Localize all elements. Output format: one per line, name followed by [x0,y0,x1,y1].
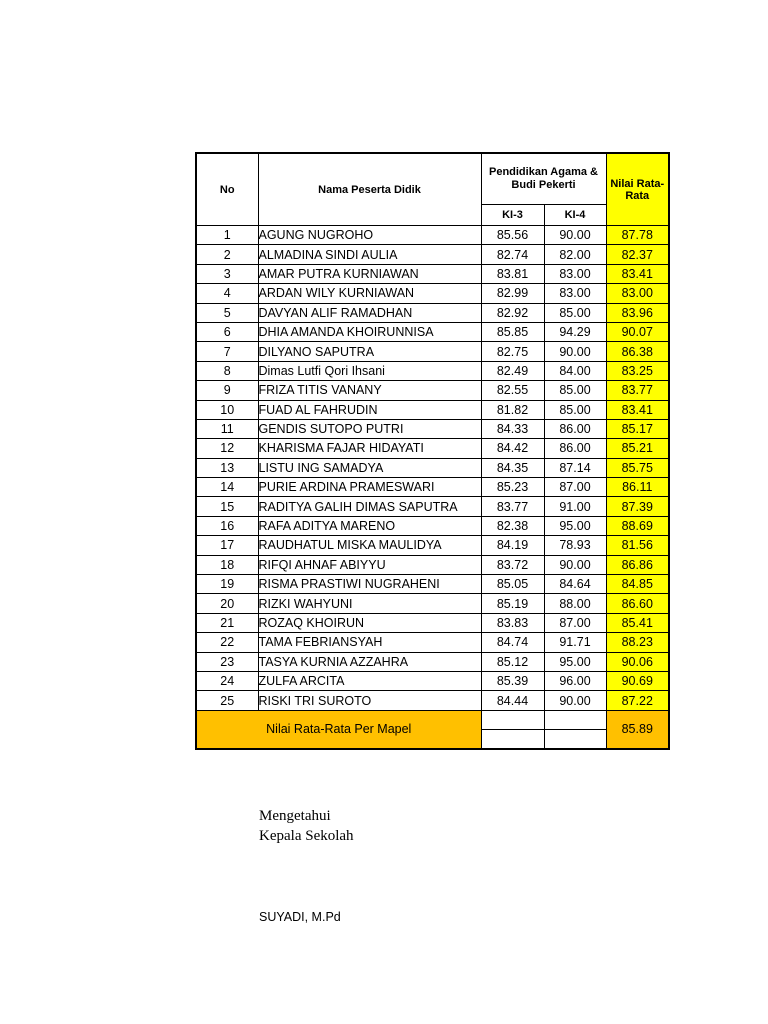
row-average: 90.06 [606,652,669,671]
row-average: 83.77 [606,381,669,400]
row-ki4: 83.00 [544,264,606,283]
row-name: GENDIS SUTOPO PUTRI [258,419,481,438]
row-ki3: 82.55 [481,381,544,400]
principal-name: SUYADI, M.Pd [259,910,341,924]
row-ki3: 85.23 [481,478,544,497]
row-average: 86.38 [606,342,669,361]
row-ki3: 81.82 [481,400,544,419]
row-no: 22 [196,633,258,652]
row-ki3: 82.74 [481,245,544,264]
row-ki4: 95.00 [544,652,606,671]
row-ki3: 85.12 [481,652,544,671]
footer-ki4-blank [544,710,606,729]
row-average: 83.41 [606,264,669,283]
table-row [196,342,669,361]
row-no: 15 [196,497,258,516]
row-no: 4 [196,284,258,303]
row-ki3: 84.42 [481,439,544,458]
row-ki3: 84.74 [481,633,544,652]
row-average: 83.25 [606,361,669,380]
header-average: Nilai Rata-Rata [606,153,669,226]
row-ki3: 83.77 [481,497,544,516]
row-name: Dimas Lutfi Qori Ihsani [258,361,481,380]
row-ki3: 82.75 [481,342,544,361]
row-ki4: 83.00 [544,284,606,303]
row-ki3: 84.35 [481,458,544,477]
row-ki4: 87.00 [544,478,606,497]
table-row [196,613,669,632]
row-ki4: 90.00 [544,226,606,245]
table-row [196,575,669,594]
row-name: RAUDHATUL MISKA MAULIDYA [258,536,481,555]
table-row [196,400,669,419]
row-ki3: 82.38 [481,516,544,535]
row-ki3: 84.19 [481,536,544,555]
row-average: 88.23 [606,633,669,652]
row-no: 24 [196,671,258,690]
row-no: 5 [196,303,258,322]
table-row [196,361,669,380]
row-no: 17 [196,536,258,555]
row-no: 1 [196,226,258,245]
row-no: 19 [196,575,258,594]
student-rows [196,226,669,711]
row-ki3: 84.33 [481,419,544,438]
row-ki4: 86.00 [544,419,606,438]
row-average: 83.96 [606,303,669,322]
table-row [196,381,669,400]
row-average: 84.85 [606,575,669,594]
row-average: 86.86 [606,555,669,574]
row-name: RIFQI AHNAF ABIYYU [258,555,481,574]
row-ki4: 91.00 [544,497,606,516]
row-name: KHARISMA FAJAR HIDAYATI [258,439,481,458]
row-name: ZULFA ARCITA [258,671,481,690]
row-name: TASYA KURNIA AZZAHRA [258,652,481,671]
table-row [196,671,669,690]
row-name: DAVYAN ALIF RAMADHAN [258,303,481,322]
row-ki3: 83.83 [481,613,544,632]
grade-table [195,152,670,750]
header-ki3: KI-3 [481,205,544,226]
row-no: 20 [196,594,258,613]
row-ki4: 91.71 [544,633,606,652]
row-no: 6 [196,322,258,341]
row-name: ROZAQ KHOIRUN [258,613,481,632]
row-ki3: 84.44 [481,691,544,710]
table-row [196,691,669,710]
row-name: ARDAN WILY KURNIAWAN [258,284,481,303]
footer-label: Nilai Rata-Rata Per Mapel [196,710,481,749]
row-ki3: 83.81 [481,264,544,283]
row-average: 87.78 [606,226,669,245]
row-no: 13 [196,458,258,477]
footer-ki4-blank-2 [544,729,606,749]
row-no: 23 [196,652,258,671]
row-ki4: 84.00 [544,361,606,380]
table-row [196,478,669,497]
row-name: RISKI TRI SUROTO [258,691,481,710]
row-ki4: 85.00 [544,381,606,400]
table-row [196,497,669,516]
signature-line2: Kepala Sekolah [259,828,354,844]
row-no: 10 [196,400,258,419]
row-ki4: 90.00 [544,555,606,574]
row-ki3: 85.39 [481,671,544,690]
row-name: TAMA FEBRIANSYAH [258,633,481,652]
row-name: RADITYA GALIH DIMAS SAPUTRA [258,497,481,516]
row-name: AMAR PUTRA KURNIAWAN [258,264,481,283]
row-no: 25 [196,691,258,710]
table-row [196,419,669,438]
row-ki4: 78.93 [544,536,606,555]
row-ki4: 90.00 [544,691,606,710]
table-row [196,264,669,283]
table-row [196,439,669,458]
row-no: 18 [196,555,258,574]
row-average: 87.22 [606,691,669,710]
row-name: FRIZA TITIS VANANY [258,381,481,400]
row-ki3: 85.56 [481,226,544,245]
row-ki4: 87.00 [544,613,606,632]
row-no: 12 [196,439,258,458]
row-ki4: 84.64 [544,575,606,594]
row-name: ALMADINA SINDI AULIA [258,245,481,264]
row-ki3: 82.92 [481,303,544,322]
table-row [196,322,669,341]
row-no: 16 [196,516,258,535]
header-subject: Pendidikan Agama & Budi Pekerti [481,153,606,205]
row-name: RAFA ADITYA MARENO [258,516,481,535]
row-no: 7 [196,342,258,361]
row-ki4: 87.14 [544,458,606,477]
footer-ki3-blank-2 [481,729,544,749]
row-average: 82.37 [606,245,669,264]
row-ki3: 83.72 [481,555,544,574]
table-row [196,284,669,303]
header-ki4: KI-4 [544,205,606,226]
row-no: 14 [196,478,258,497]
row-ki3: 82.49 [481,361,544,380]
table-row [196,226,669,245]
table-row [196,594,669,613]
row-name: DHIA AMANDA KHOIRUNNISA [258,322,481,341]
row-name: RIZKI WAHYUNI [258,594,481,613]
row-average: 86.60 [606,594,669,613]
row-ki3: 82.99 [481,284,544,303]
footer-ki3-blank [481,710,544,729]
row-average: 83.00 [606,284,669,303]
header-no: No [196,153,258,226]
table-row [196,633,669,652]
row-ki3: 85.19 [481,594,544,613]
row-no: 3 [196,264,258,283]
row-average: 85.21 [606,439,669,458]
row-average: 88.69 [606,516,669,535]
row-name: LISTU ING SAMADYA [258,458,481,477]
row-ki4: 90.00 [544,342,606,361]
row-average: 81.56 [606,536,669,555]
row-average: 85.17 [606,419,669,438]
row-average: 83.41 [606,400,669,419]
row-ki3: 85.05 [481,575,544,594]
row-name: AGUNG NUGROHO [258,226,481,245]
row-ki4: 85.00 [544,303,606,322]
table-row [196,536,669,555]
row-ki4: 94.29 [544,322,606,341]
row-name: RISMA PRASTIWI NUGRAHENI [258,575,481,594]
header-name: Nama Peserta Didik [258,153,481,226]
row-ki4: 95.00 [544,516,606,535]
row-average: 86.11 [606,478,669,497]
row-name: PURIE ARDINA PRAMESWARI [258,478,481,497]
row-ki3: 85.85 [481,322,544,341]
row-no: 9 [196,381,258,400]
table-row [196,245,669,264]
row-average: 85.75 [606,458,669,477]
row-average: 87.39 [606,497,669,516]
row-ki4: 88.00 [544,594,606,613]
row-name: DILYANO SAPUTRA [258,342,481,361]
row-no: 21 [196,613,258,632]
table-row [196,303,669,322]
row-no: 11 [196,419,258,438]
footer-average: 85.89 [606,710,669,749]
table-row [196,652,669,671]
row-average: 90.69 [606,671,669,690]
row-ki4: 85.00 [544,400,606,419]
row-no: 8 [196,361,258,380]
row-ki4: 86.00 [544,439,606,458]
row-average: 90.07 [606,322,669,341]
signature-line1: Mengetahui [259,808,331,824]
row-average: 85.41 [606,613,669,632]
table-row [196,555,669,574]
row-ki4: 96.00 [544,671,606,690]
table-row [196,458,669,477]
table-row [196,516,669,535]
row-no: 2 [196,245,258,264]
row-name: FUAD AL FAHRUDIN [258,400,481,419]
row-ki4: 82.00 [544,245,606,264]
